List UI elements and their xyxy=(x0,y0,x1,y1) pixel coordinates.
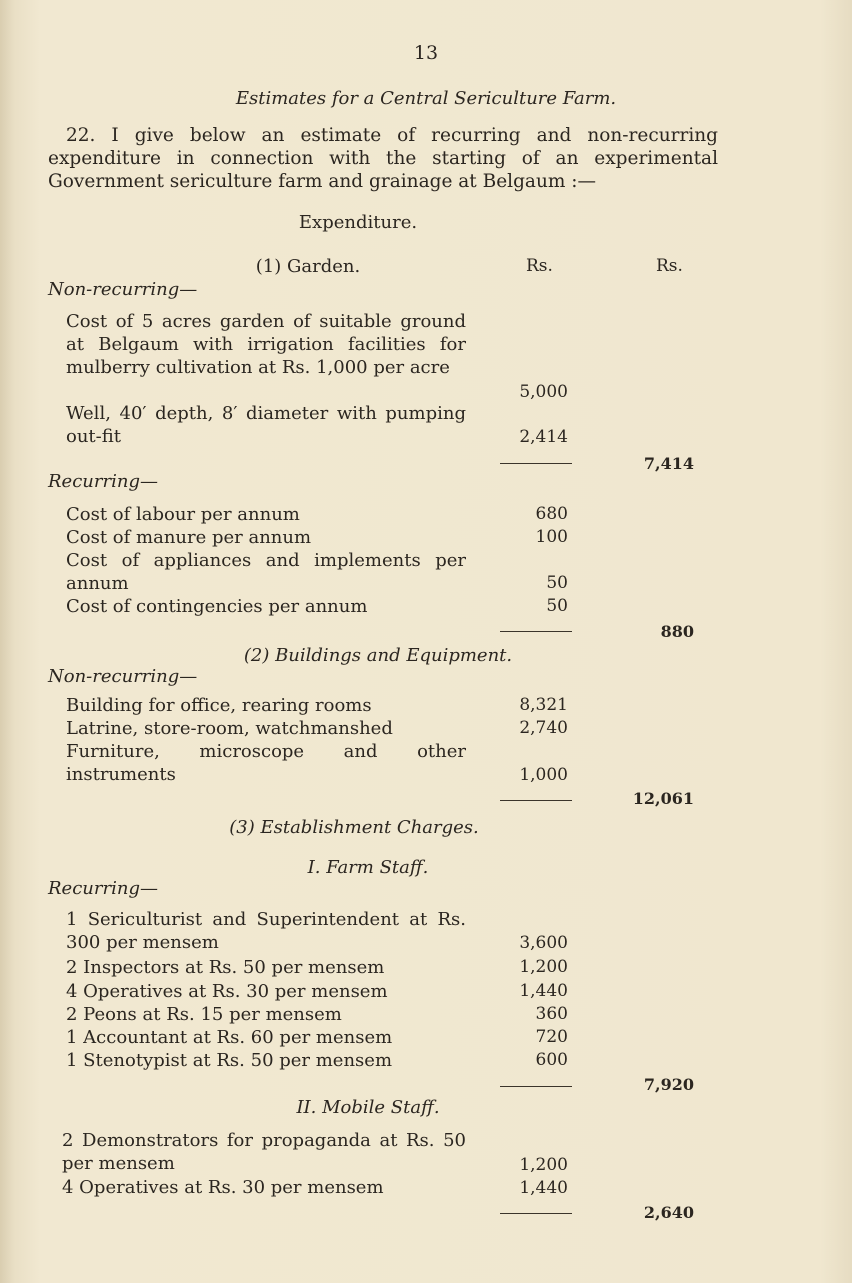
farm-staff-heading-text: I. Farm Staff. xyxy=(307,857,429,878)
establishment-heading xyxy=(0,817,712,838)
list-item xyxy=(66,1003,466,1026)
mobile-staff-heading-text: II. Mobile Staff. xyxy=(296,1097,440,1118)
item-text: 2 Peons at Rs. 15 per mensem xyxy=(66,1004,342,1025)
item-text: Latrine, store-room, watchmanshed xyxy=(66,718,393,739)
item-text: Cost of 5 acres garden of suitable ground at Belgaum with irrigation facilities for mulberry cultivation at Rs. 1,000 per acre xyxy=(66,311,466,378)
garden-heading-text: (1) Garden. xyxy=(255,256,361,277)
item-text: 4 Operatives at Rs. 30 per mensem xyxy=(66,981,388,1002)
item-amount: 1,440 xyxy=(519,981,568,1001)
list-item xyxy=(66,956,466,979)
buildings-nonrecurring-label: Non-recurring— xyxy=(48,666,198,687)
item-text: Building for office, rearing rooms xyxy=(66,695,372,716)
subtotal-rule xyxy=(500,1213,572,1214)
buildings-total: 12,061 xyxy=(632,789,694,808)
item-amount: 50 xyxy=(546,573,568,593)
farm-staff-recurring-label: Recurring— xyxy=(48,878,158,899)
item-amount: 1,200 xyxy=(519,957,568,977)
item-amount: 1,440 xyxy=(519,1178,568,1198)
item-amount: 8,321 xyxy=(519,695,568,715)
list-item xyxy=(66,503,466,526)
item-text: 1 Stenotypist at Rs. 50 per mensem xyxy=(66,1050,393,1071)
list-item xyxy=(66,694,466,717)
establishment-heading-text: (3) Establishment Charges. xyxy=(229,817,479,838)
garden-nonrecurring-label: Non-recurring— xyxy=(48,279,198,300)
farm-staff-total: 7,920 xyxy=(643,1075,694,1094)
mobile-staff-heading xyxy=(10,1097,726,1118)
intro-paragraph xyxy=(48,124,718,193)
item-amount: 100 xyxy=(535,527,568,547)
column-header-rs-2: Rs. xyxy=(656,256,683,276)
item-text: Cost of contingencies per annum xyxy=(66,596,368,617)
list-item xyxy=(66,908,466,954)
item-amount: 2,740 xyxy=(519,718,568,738)
column-header-rs-1: Rs. xyxy=(526,256,553,276)
item-amount: 600 xyxy=(535,1050,568,1070)
garden-recurring-label: Recurring— xyxy=(48,471,158,492)
list-item xyxy=(66,402,466,448)
list-item xyxy=(62,1176,466,1199)
item-text: Cost of appliances and implements per annum xyxy=(66,550,466,594)
item-text: Well, 40′ depth, 8′ diameter with pumping out-fit xyxy=(66,403,466,447)
subtotal-rule xyxy=(500,631,572,632)
item-text: 2 Inspectors at Rs. 50 per mensem xyxy=(66,957,385,978)
item-text: 1 Sericulturist and Superintendent at Rs. 300 per mensem xyxy=(66,909,466,953)
intro-text: 22. I give below an estimate of recurring and non-recurring expenditure in connection with the starting of an experimental Government sericulture farm and grainage at Belgaum :— xyxy=(48,125,718,192)
page-number: 13 xyxy=(413,42,439,64)
item-amount: 720 xyxy=(535,1027,568,1047)
item-amount: 360 xyxy=(535,1004,568,1024)
item-text: 1 Accountant at Rs. 60 per mensem xyxy=(66,1027,393,1048)
list-item xyxy=(66,740,466,786)
mobile-staff-total: 2,640 xyxy=(643,1203,694,1222)
garden-recurring-total: 880 xyxy=(660,622,694,641)
garden-nonrecurring-total: 7,414 xyxy=(643,454,694,473)
subtotal-rule xyxy=(500,800,572,801)
item-amount: 50 xyxy=(546,596,568,616)
expenditure-heading: Expenditure. xyxy=(298,212,418,233)
list-item xyxy=(66,1049,466,1072)
list-item xyxy=(66,980,466,1003)
subtotal-rule xyxy=(500,463,572,464)
page-title: Estimates for a Central Sericulture Farm. xyxy=(235,88,617,109)
item-amount: 1,200 xyxy=(519,1155,568,1175)
item-amount: 3,600 xyxy=(519,933,568,953)
garden-heading xyxy=(0,256,666,277)
list-item xyxy=(66,549,466,595)
item-amount: 680 xyxy=(535,504,568,524)
item-text: Cost of manure per annum xyxy=(66,527,312,548)
buildings-heading xyxy=(20,645,736,666)
list-item xyxy=(66,717,466,740)
list-item xyxy=(66,310,466,379)
item-text: Furniture, microscope and other instruments xyxy=(66,741,466,785)
item-text: 2 Demonstrators for propaganda at Rs. 50 per mensem xyxy=(62,1130,466,1174)
list-item xyxy=(62,1129,466,1175)
subtotal-rule xyxy=(500,1086,572,1087)
list-item xyxy=(66,595,466,618)
item-text: 4 Operatives at Rs. 30 per mensem xyxy=(62,1177,384,1198)
item-amount: 5,000 xyxy=(519,382,568,402)
item-text: Cost of labour per annum xyxy=(66,504,300,525)
buildings-heading-text: (2) Buildings and Equipment. xyxy=(243,645,513,666)
farm-staff-heading xyxy=(10,857,726,878)
item-amount: 2,414 xyxy=(519,427,568,447)
list-item xyxy=(66,1026,466,1049)
item-amount: 1,000 xyxy=(519,765,568,785)
list-item xyxy=(66,526,466,549)
